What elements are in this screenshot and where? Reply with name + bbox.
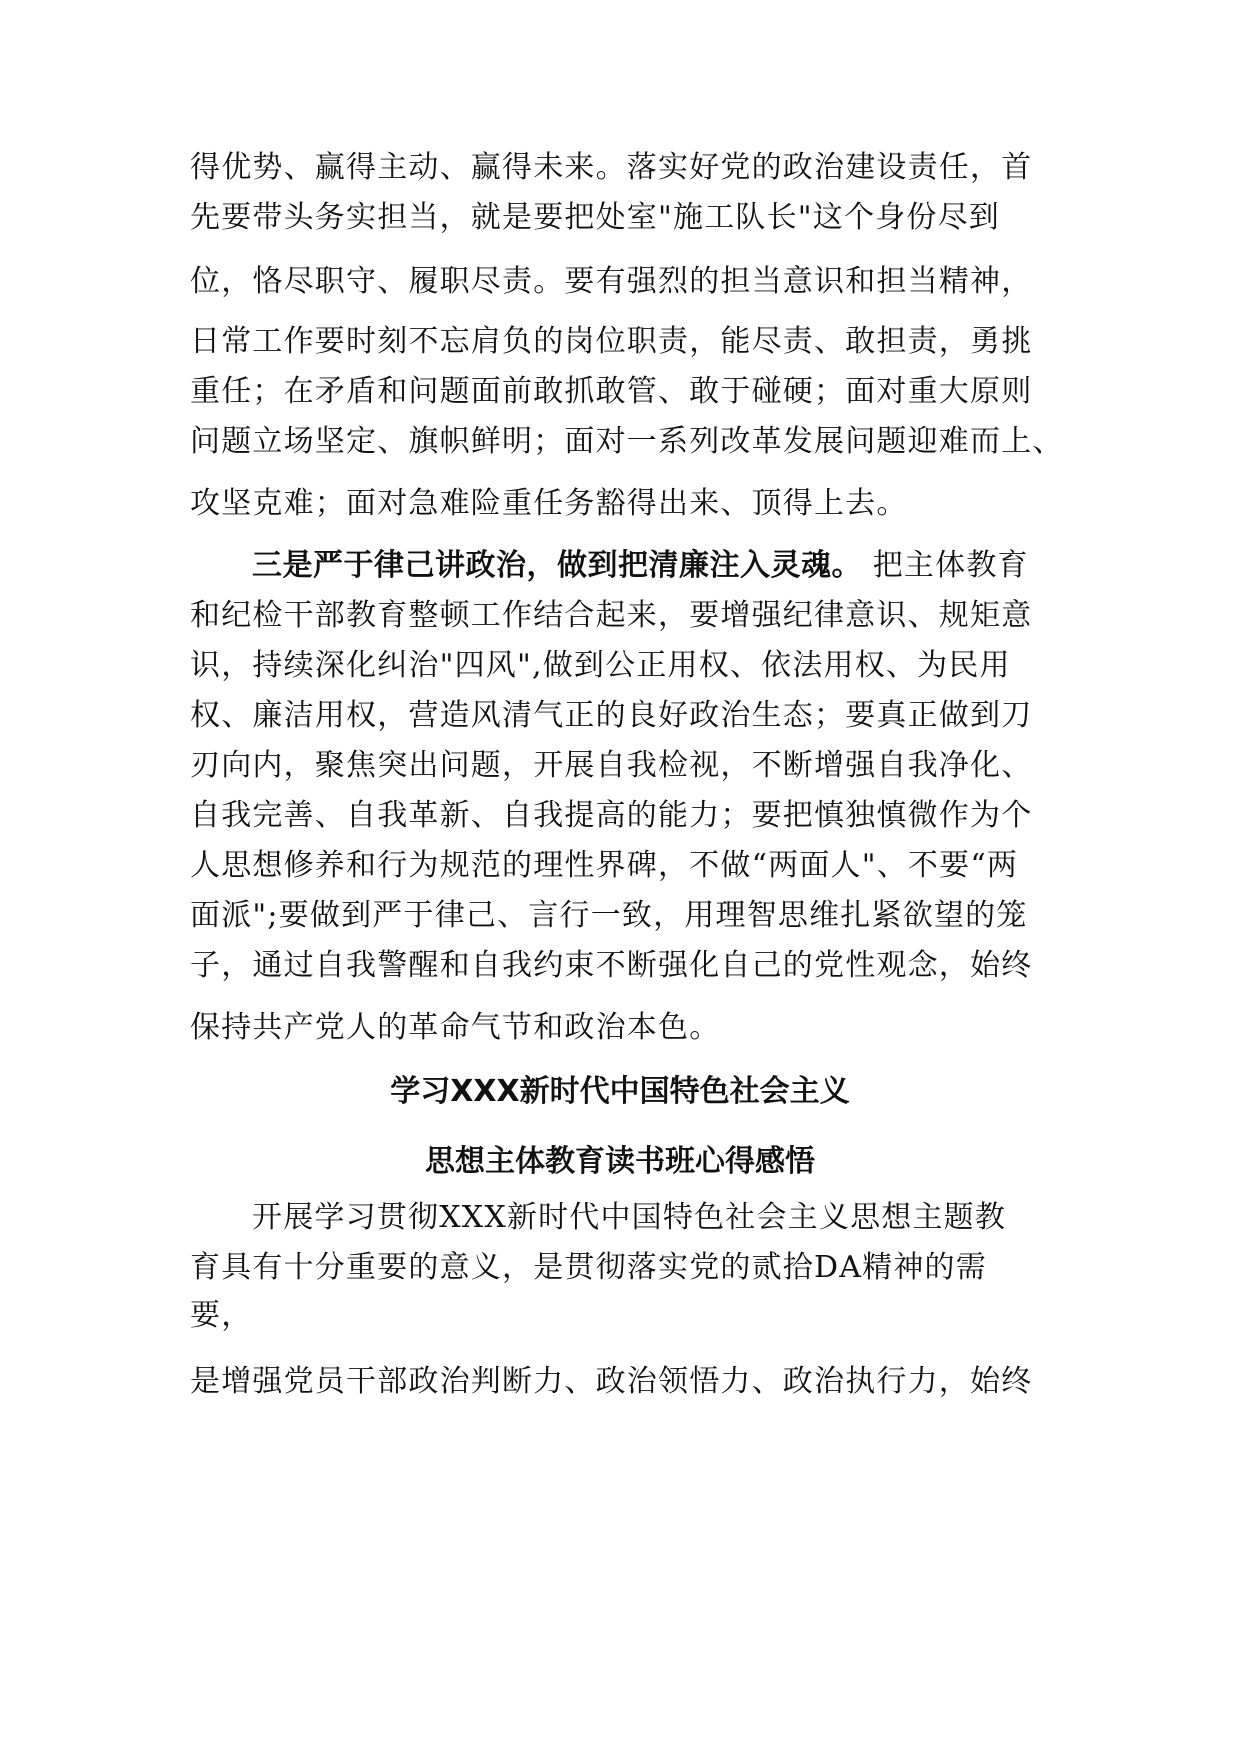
paragraph-line: 得优势、赢得主动、赢得未来。落实好党的政治建设责任，首 [190,150,1033,185]
paragraph-line: 重任；在矛盾和问题面前敢抓敢管、敢于碰硬；面对重大原则 [190,374,1033,409]
paragraph-line: 刃向内，聚焦突出问题，开展自我检视，不断增强自我净化、 [190,748,1033,783]
paragraph-line: 子，通过自我警醒和自我约束不断强化自己的党性观念，始终 [190,948,1033,983]
paragraph-line: 权、廉洁用权，营造风清气正的良好政治生态；要真正做到刀 [190,698,1033,733]
paragraph-line: 识，持续深化纠治"四风",做到公正用权、依法用权、为民用 [190,648,1011,683]
point-three-first-line-text: 把主体教育 [862,548,1029,583]
article-title-line-1: 学习XXX新时代中国特色社会主义 [390,1074,850,1109]
paragraph-line: 面派";要做到严于律己、言行一致，用理智思维扎紧欲望的笼 [190,898,1028,933]
paragraph-line: 和纪检干部教育整顿工作结合起来，要增强纪律意识、规矩意 [190,598,1033,633]
paragraph-line: 保持共产党人的革命气节和政治本色。 [190,1010,721,1045]
point-three-heading: 三是严于律己讲政治，做到把清廉注入灵魂。 [252,548,862,583]
paragraph-line: 攻坚克难；面对急难险重任务豁得出来、顶得上去。 [190,486,908,521]
paragraph-line: 问题立场坚定、旗帜鲜明；面对一系列改革发展问题迎难而上、 [190,424,1064,459]
paragraph-line: 育具有十分重要的意义，是贯彻落实党的贰拾DA精神的需 [190,1250,987,1285]
paragraph-line: 日常工作要时刻不忘肩负的岗位职责，能尽责、敢担责，勇挑 [190,324,1033,359]
paragraph-line: 是增强党员干部政治判断力、政治领悟力、政治执行力，始终 [190,1364,1033,1399]
paragraph-line: 先要带头务实担当，就是要把处室"施工队长"这个身份尽到 [190,200,1000,235]
paragraph-line: 自我完善、自我革新、自我提高的能力；要把慎独慎微作为个 [190,798,1033,833]
paragraph-line: 位，恪尽职守、履职尽责。要有强烈的担当意识和担当精神， [190,264,1033,299]
paragraph-line: 开展学习贯彻XXX新时代中国特色社会主义思想主题教 [252,1200,1007,1235]
point-three-first-line [252,546,1029,586]
paragraph-line: 人思想修养和行为规范的理性界碑，不做“两面人"、不要“两 [190,848,1019,883]
paragraph-line: 要， [190,1298,253,1333]
article-title-line-2: 思想主体教育读书班心得感悟 [425,1144,815,1179]
